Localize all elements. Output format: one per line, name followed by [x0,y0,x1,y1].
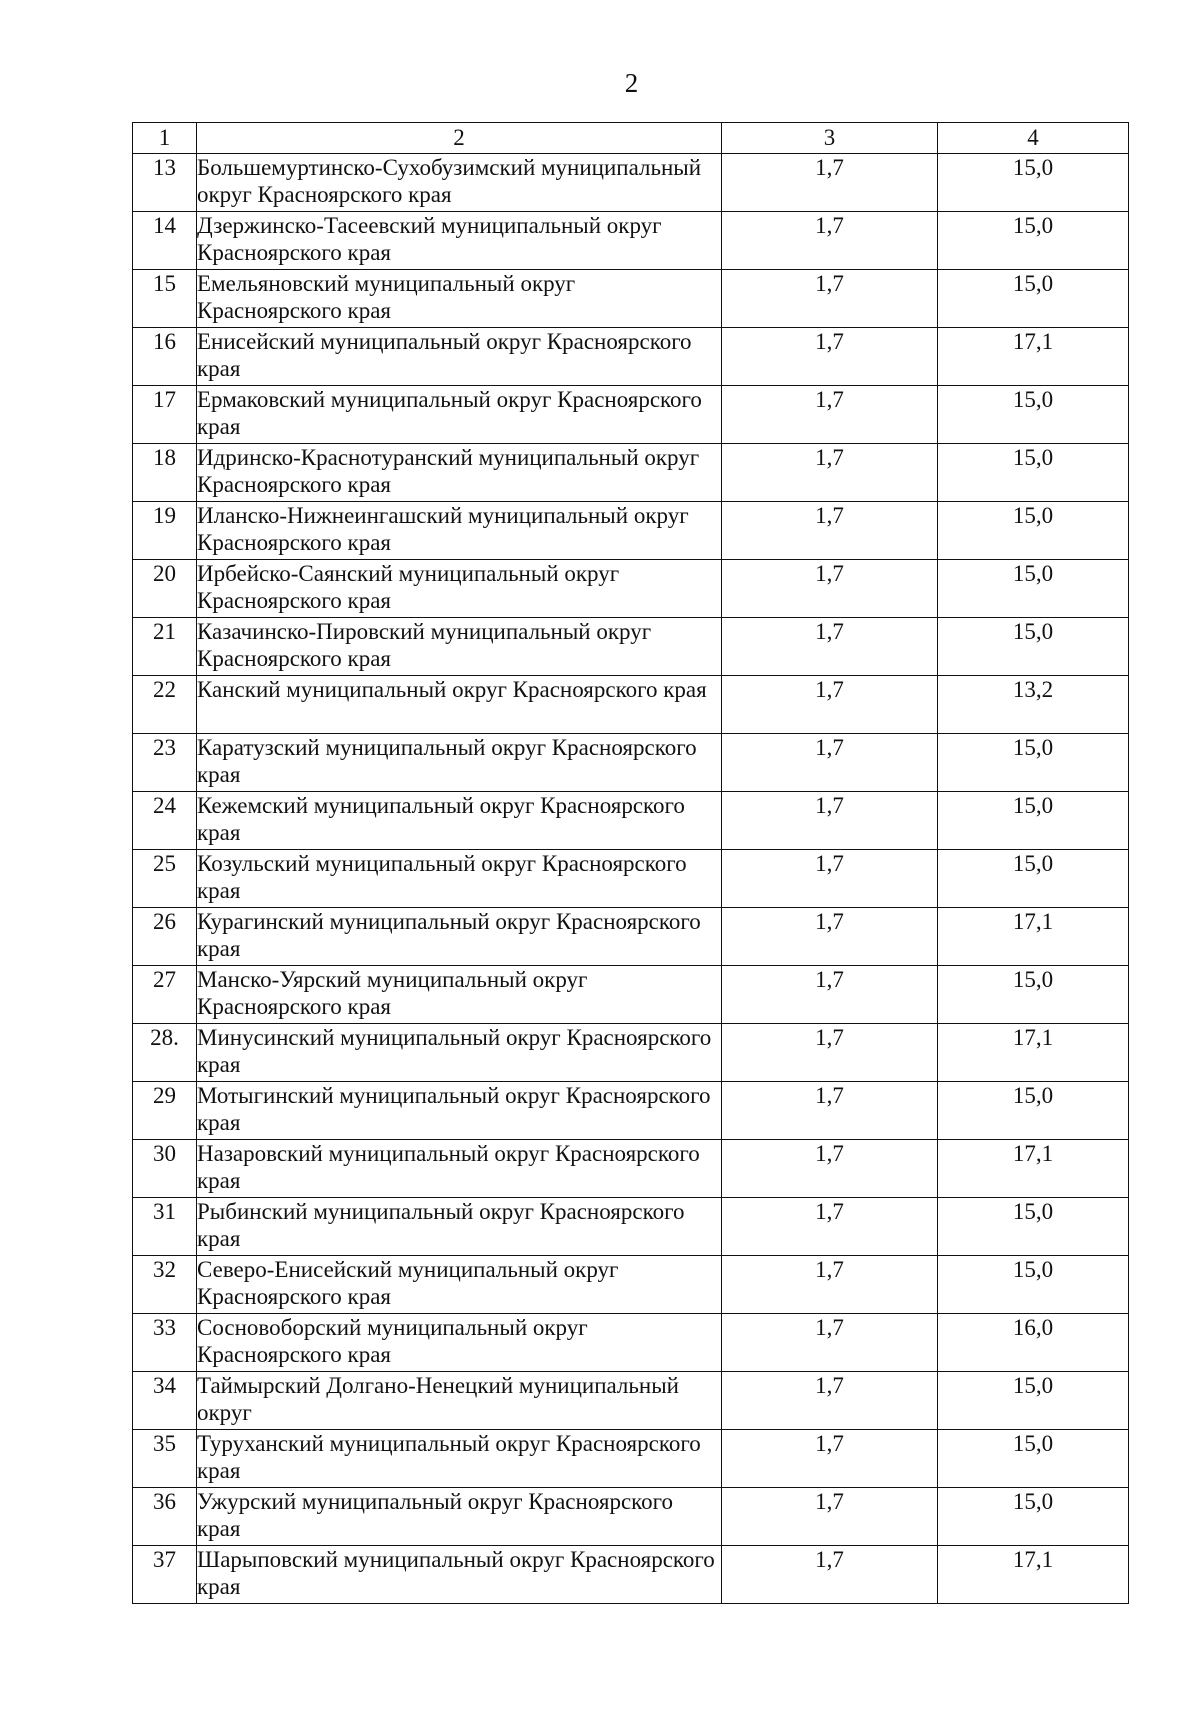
table-row [133,734,1129,792]
table-row [133,1198,1129,1256]
table-row [133,212,1129,270]
district-name-cell: Ермаковский муниципальный округ Красноярского края [197,386,722,444]
district-name-cell: Кежемский муниципальный округ Красноярского края [197,792,722,850]
row-number-cell: 28. [133,1024,197,1082]
district-name-cell: Сосновоборский муниципальный округ Красноярского края [197,1314,722,1372]
table-row [133,1488,1129,1546]
district-name-cell: Дзержинско-Тасеевский муниципальный округ Красноярского края [197,212,722,270]
district-name-cell: Казачинско-Пировский муниципальный округ Красноярского края [197,618,722,676]
district-name-cell: Туруханский муниципальный округ Красноярского края [197,1430,722,1488]
value-col3-cell: 1,7 [722,1430,938,1488]
row-number-cell: 34 [133,1372,197,1430]
column-header-4: 4 [938,123,1129,154]
row-number-cell: 26 [133,908,197,966]
value-col3-cell: 1,7 [722,386,938,444]
row-number-cell: 19 [133,502,197,560]
row-number-cell: 37 [133,1546,197,1604]
district-name-cell: Канский муниципальный округ Красноярского края [197,676,722,734]
district-name-cell: Шарыповский муниципальный округ Красноярского края [197,1546,722,1604]
district-name-cell: Мотыгинский муниципальный округ Красноярского края [197,1082,722,1140]
value-col4-cell: 15,0 [938,502,1129,560]
value-col3-cell: 1,7 [722,1546,938,1604]
table-row [133,444,1129,502]
row-number-cell: 32 [133,1256,197,1314]
table-row [133,1372,1129,1430]
row-number-cell: 16 [133,328,197,386]
table-row [133,676,1129,734]
table-row [133,618,1129,676]
row-number-cell: 24 [133,792,197,850]
district-name-cell: Енисейский муниципальный округ Красноярского края [197,328,722,386]
district-name-cell: Назаровский муниципальный округ Красноярского края [197,1140,722,1198]
table-row [133,328,1129,386]
table-row [133,154,1129,212]
row-number-cell: 35 [133,1430,197,1488]
row-number-cell: 36 [133,1488,197,1546]
table-row [133,560,1129,618]
row-number-cell: 17 [133,386,197,444]
table-row [133,792,1129,850]
table-row [133,1082,1129,1140]
value-col3-cell: 1,7 [722,444,938,502]
row-number-cell: 27 [133,966,197,1024]
value-col3-cell: 1,7 [722,270,938,328]
value-col3-cell: 1,7 [722,212,938,270]
value-col4-cell: 17,1 [938,1546,1129,1604]
row-number-cell: 14 [133,212,197,270]
value-col3-cell: 1,7 [722,618,938,676]
table-row [133,1430,1129,1488]
table-header-row [133,123,1129,154]
value-col4-cell: 16,0 [938,1314,1129,1372]
value-col3-cell: 1,7 [722,154,938,212]
table-row [133,1546,1129,1604]
value-col3-cell: 1,7 [722,734,938,792]
value-col4-cell: 15,0 [938,966,1129,1024]
municipal-districts-table [132,122,1129,1604]
table-row [133,966,1129,1024]
row-number-cell: 15 [133,270,197,328]
value-col3-cell: 1,7 [722,1488,938,1546]
table-row [133,1256,1129,1314]
value-col4-cell: 15,0 [938,1430,1129,1488]
value-col4-cell: 17,1 [938,1024,1129,1082]
value-col4-cell: 15,0 [938,1488,1129,1546]
value-col3-cell: 1,7 [722,328,938,386]
district-name-cell: Минусинский муниципальный округ Красноярского края [197,1024,722,1082]
district-name-cell: Емельяновский муниципальный округ Красноярского края [197,270,722,328]
table-row [133,386,1129,444]
district-name-cell: Козульский муниципальный округ Красноярского края [197,850,722,908]
value-col4-cell: 17,1 [938,328,1129,386]
district-name-cell: Каратузский муниципальный округ Красноярского края [197,734,722,792]
value-col3-cell: 1,7 [722,676,938,734]
table-row [133,908,1129,966]
table-row [133,1140,1129,1198]
column-header-3: 3 [722,123,938,154]
value-col4-cell: 15,0 [938,1256,1129,1314]
value-col4-cell: 15,0 [938,212,1129,270]
table-row [133,270,1129,328]
value-col4-cell: 15,0 [938,1372,1129,1430]
row-number-cell: 23 [133,734,197,792]
value-col3-cell: 1,7 [722,908,938,966]
district-name-cell: Манско-Уярский муниципальный округ Красноярского края [197,966,722,1024]
value-col3-cell: 1,7 [722,1082,938,1140]
row-number-cell: 25 [133,850,197,908]
district-name-cell: Ирбейско-Саянский муниципальный округ Красноярского края [197,560,722,618]
row-number-cell: 31 [133,1198,197,1256]
value-col4-cell: 13,2 [938,676,1129,734]
value-col3-cell: 1,7 [722,792,938,850]
value-col4-cell: 15,0 [938,734,1129,792]
district-name-cell: Таймырский Долгано-Ненецкий муниципальный округ [197,1372,722,1430]
row-number-cell: 30 [133,1140,197,1198]
value-col3-cell: 1,7 [722,1024,938,1082]
value-col4-cell: 15,0 [938,560,1129,618]
value-col3-cell: 1,7 [722,1198,938,1256]
value-col3-cell: 1,7 [722,966,938,1024]
value-col4-cell: 15,0 [938,270,1129,328]
table-row [133,502,1129,560]
value-col4-cell: 15,0 [938,1082,1129,1140]
district-name-cell: Иланско-Нижнеингашский муниципальный округ Красноярского края [197,502,722,560]
column-header-1: 1 [133,123,197,154]
district-name-cell: Северо-Енисейский муниципальный округ Красноярского края [197,1256,722,1314]
value-col3-cell: 1,7 [722,1314,938,1372]
district-name-cell: Рыбинский муниципальный округ Красноярского края [197,1198,722,1256]
value-col4-cell: 15,0 [938,1198,1129,1256]
value-col4-cell: 15,0 [938,792,1129,850]
value-col3-cell: 1,7 [722,1372,938,1430]
table-row [133,1024,1129,1082]
value-col4-cell: 17,1 [938,908,1129,966]
district-name-cell: Большемуртинско-Сухобузимский муниципальный округ Красноярского края [197,154,722,212]
page-number: 2 [624,68,639,98]
value-col4-cell: 15,0 [938,386,1129,444]
value-col4-cell: 15,0 [938,618,1129,676]
table-body [133,154,1129,1604]
value-col3-cell: 1,7 [722,1256,938,1314]
row-number-cell: 33 [133,1314,197,1372]
row-number-cell: 13 [133,154,197,212]
value-col4-cell: 15,0 [938,154,1129,212]
district-name-cell: Курагинский муниципальный округ Красноярского края [197,908,722,966]
row-number-cell: 21 [133,618,197,676]
value-col4-cell: 15,0 [938,850,1129,908]
row-number-cell: 29 [133,1082,197,1140]
value-col4-cell: 15,0 [938,444,1129,502]
value-col3-cell: 1,7 [722,1140,938,1198]
row-number-cell: 20 [133,560,197,618]
district-name-cell: Ужурский муниципальный округ Красноярского края [197,1488,722,1546]
table-row [133,1314,1129,1372]
district-name-cell: Идринско-Краснотуранский муниципальный округ Красноярского края [197,444,722,502]
value-col3-cell: 1,7 [722,502,938,560]
value-col4-cell: 17,1 [938,1140,1129,1198]
table-row [133,850,1129,908]
value-col3-cell: 1,7 [722,850,938,908]
row-number-cell: 18 [133,444,197,502]
value-col3-cell: 1,7 [722,560,938,618]
row-number-cell: 22 [133,676,197,734]
column-header-2: 2 [197,123,722,154]
